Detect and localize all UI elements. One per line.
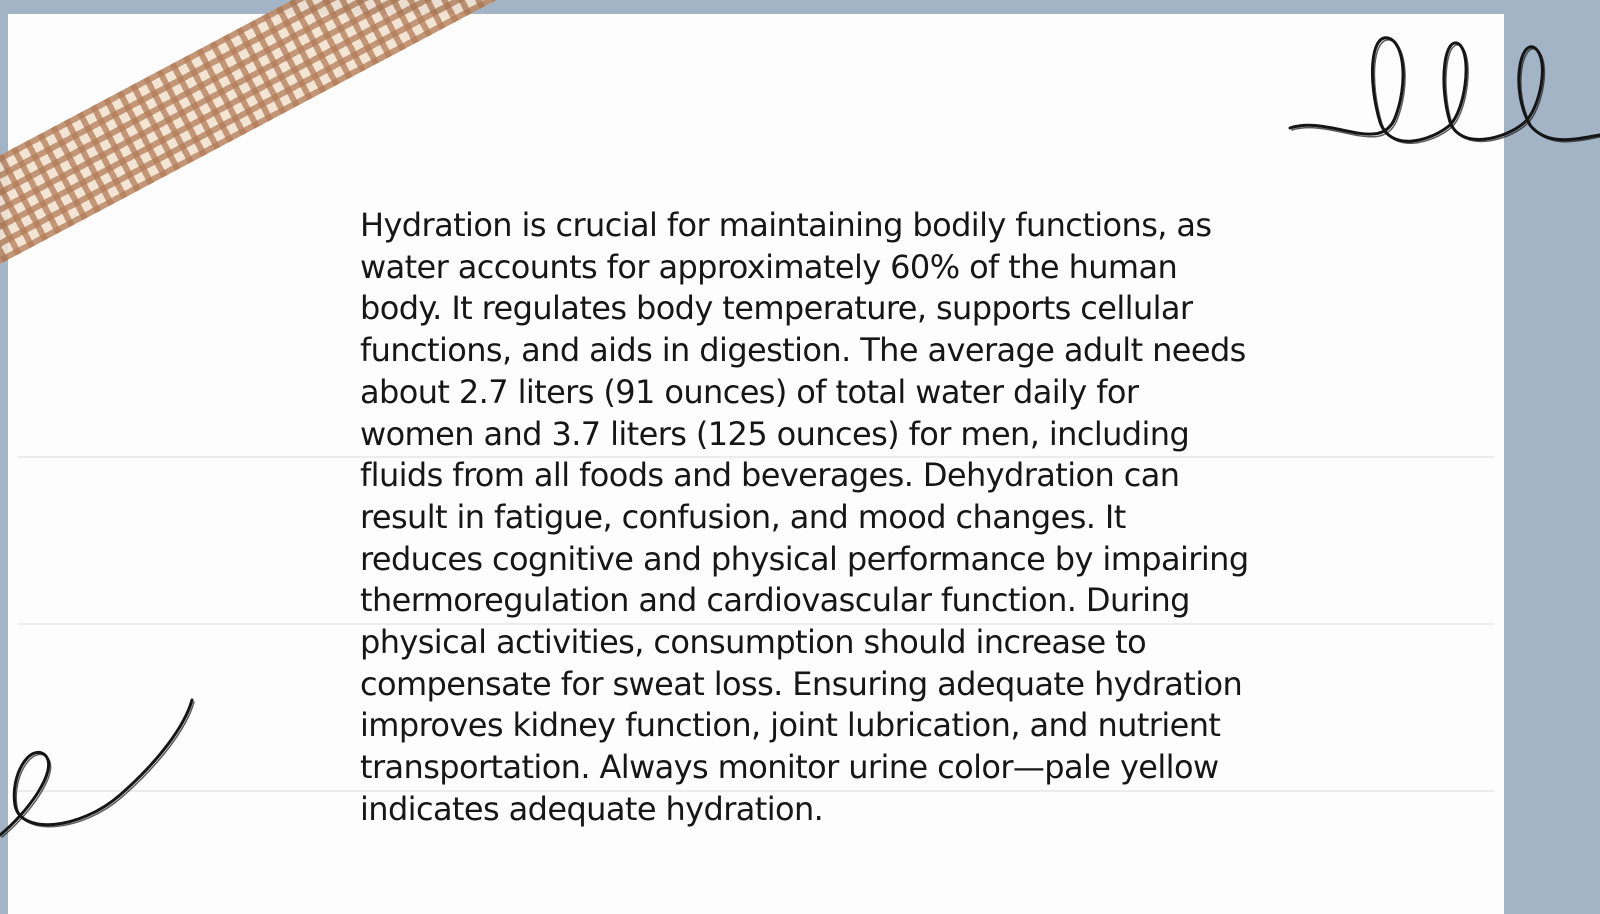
hydration-paragraph: Hydration is crucial for maintaining bodily functions, as water accounts for approximately 60% of the human body. It regulates body temperature, supports cellular functions, and aids in digestion. The average adult needs about 2.7 liters (91 ounces) of total water daily for women and 3.7 liters (125 ounces) for men, including fluids from all foods and beverages. Dehydration can result in fatigue, confusion, and mood changes. It reduces cognitive and physical performance by impairing thermoregulation and cardiovascular function. During physical activities, consumption should increase to compensate for sweat loss. Ensuring adequate hydration improves kidney function, joint lubrication, and nutrient transportation. Always monitor urine color—pale yellow indicates adequate hydration.	[360, 206, 1249, 828]
loop-squiggle-doodle-icon	[1290, 30, 1600, 160]
swirl-tick-doodle-icon	[0, 695, 200, 845]
